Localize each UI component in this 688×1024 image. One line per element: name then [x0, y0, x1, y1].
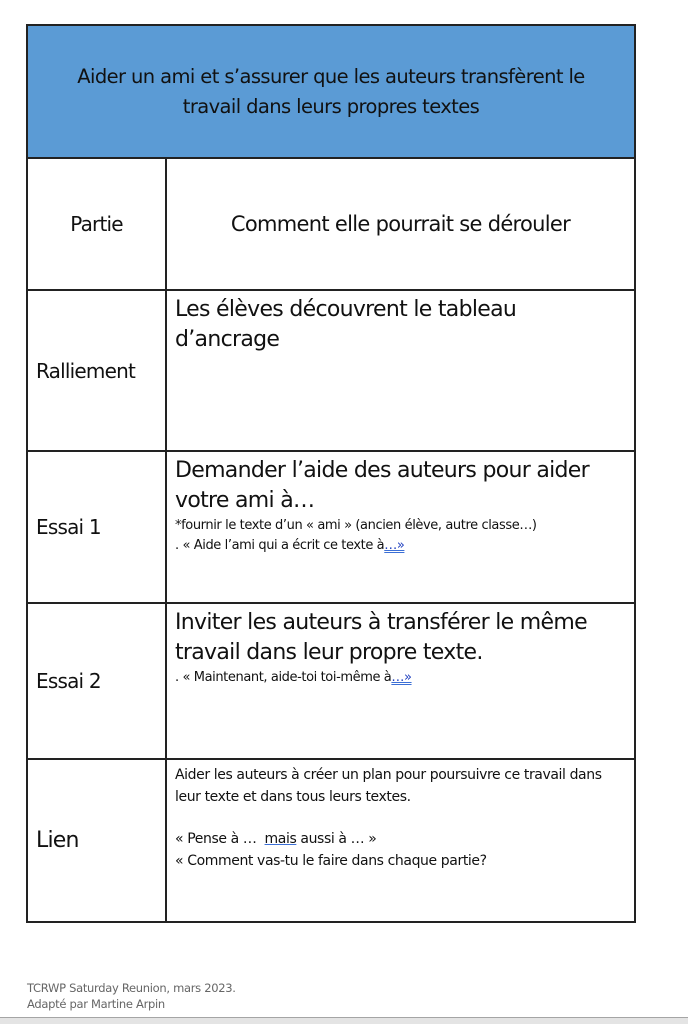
footer-line: Adapté par Martine Arpin [27, 997, 165, 1011]
row-quote [175, 536, 626, 556]
row-part-label: Essai 2 [28, 604, 167, 758]
footer-line: TCRWP Saturday Reunion, mars 2023. [27, 981, 236, 995]
row-main-text: Aider les auteurs à créer un plan pour poursuivre ce travail dans leur texte et dans tous leurs textes. [175, 767, 602, 805]
row-content [167, 760, 634, 921]
column-header-part: Partie [28, 159, 167, 289]
row-note: *fournir le texte d’un « ami » (ancien élève, autre classe…) [175, 518, 537, 533]
row-part-label: Essai 1 [28, 452, 167, 602]
table-row-ralliement [28, 291, 634, 452]
lesson-table [26, 24, 636, 923]
ellipsis-link[interactable]: …» [391, 670, 412, 685]
row-main-text: Demander l’aide des auteurs pour aider votre ami à… [175, 458, 589, 513]
table-row-essai-2 [28, 604, 634, 760]
row-quote: « Comment vas-tu le faire dans chaque partie? [175, 853, 487, 869]
row-quote-text: . « Aide l’ami qui a écrit ce texte à [175, 538, 385, 553]
table-title-text: Aider un ami et s’assurer que les auteurs transfèrent le travail dans leurs propres textes [77, 64, 585, 118]
row-content [167, 604, 634, 758]
footer-credits [27, 980, 236, 1012]
column-header-row [28, 159, 634, 291]
row-quote-text: aussi à … » [296, 831, 377, 847]
row-quote-text: . « Maintenant, aide-toi toi-même à [175, 670, 392, 685]
row-part-label: Ralliement [28, 291, 167, 450]
row-content [167, 291, 634, 450]
row-quote-text: « Pense à … [175, 831, 265, 847]
row-quote [175, 668, 626, 688]
row-part-label: Lien [28, 760, 167, 921]
column-header-how: Comment elle pourrait se dérouler [230, 212, 571, 236]
table-row-essai-1 [28, 452, 634, 604]
spellcheck-word[interactable]: mais [264, 831, 297, 847]
table-row-lien [28, 760, 634, 921]
row-content [167, 452, 634, 602]
table-title [28, 26, 634, 159]
row-main-text: Les élèves découvrent le tableau d’ancrage [175, 297, 517, 352]
row-main-text: Inviter les auteurs à transférer le même travail dans leur propre texte. [175, 610, 587, 665]
ellipsis-link[interactable]: …» [384, 538, 405, 553]
row-quote [175, 828, 626, 850]
